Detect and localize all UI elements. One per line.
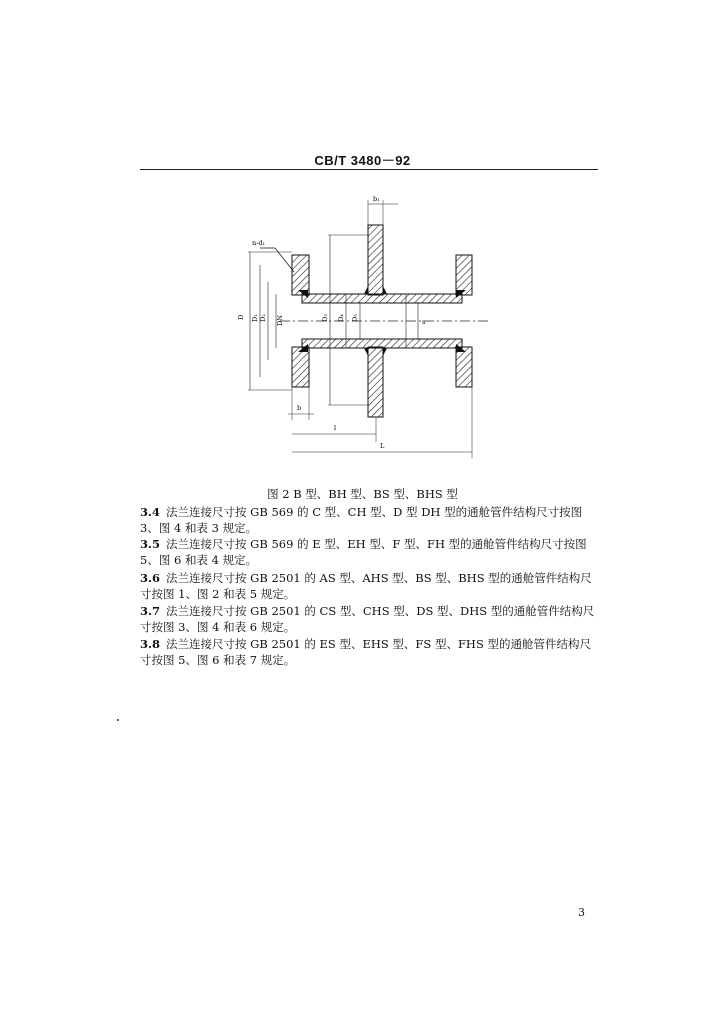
bulkhead-upper bbox=[368, 225, 383, 295]
dim-label-L: L bbox=[380, 442, 385, 450]
weld-mark bbox=[383, 286, 387, 294]
dim-label-D4: D₄ bbox=[337, 314, 345, 322]
document-header: CB/T 3480－92 bbox=[314, 153, 411, 168]
dim-label-DN: DN bbox=[276, 315, 284, 326]
left-flange-upper bbox=[292, 255, 309, 295]
left-flange-lower bbox=[292, 347, 309, 387]
clause-3-4 bbox=[140, 504, 598, 536]
dim-label-D5: D₅ bbox=[351, 314, 359, 322]
clause-3-5 bbox=[140, 536, 598, 568]
header-rule bbox=[140, 169, 598, 170]
clause-number: 3.6 bbox=[140, 571, 161, 585]
dim-label-D3: D₃ bbox=[321, 314, 329, 322]
clause-number: 3.8 bbox=[140, 637, 161, 651]
clause-text: 法兰连接尺寸按 GB 569 的 C 型、CH 型、D 型 DH 型的通舱管件结构尺寸按图 3、图 4 和表 3 规定。 bbox=[140, 505, 583, 535]
clause-text: 法兰连接尺寸按 GB 2501 的 ES 型、EHS 型、FS 型、FHS 型的通舱管件结构尺寸按图 5、图 6 和表 7 规定。 bbox=[140, 637, 591, 667]
weld-mark bbox=[364, 348, 368, 356]
clause-number: 3.4 bbox=[140, 505, 161, 519]
clause-text: 法兰连接尺寸按 GB 569 的 E 型、EH 型、F 型、FH 型的通舱管件结构尺寸按图 5、图 6 和表 4 规定。 bbox=[140, 537, 587, 567]
clause-3-7 bbox=[140, 603, 598, 635]
weld-mark bbox=[364, 286, 368, 294]
right-flange-lower bbox=[456, 347, 472, 387]
dim-label-s: s bbox=[422, 318, 426, 326]
dim-label-b1: b₁ bbox=[373, 195, 380, 203]
clause-text: 法兰连接尺寸按 GB 2501 的 AS 型、AHS 型、BS 型、BHS 型的通舱管件结构尺寸按图 1、图 2 和表 5 规定。 bbox=[140, 571, 592, 601]
dim-label-l: l bbox=[334, 424, 337, 432]
flange-pipe-drawing bbox=[230, 190, 500, 470]
dim-label-D: D bbox=[237, 314, 245, 320]
clause-3-6 bbox=[140, 570, 598, 602]
pipe-wall-bottom bbox=[302, 339, 462, 348]
clause-text: 法兰连接尺寸按 GB 2501 的 CS 型、CHS 型、DS 型、DHS 型的通舱管件结构尺寸按图 3、图 4 和表 6 规定。 bbox=[140, 604, 595, 634]
holes-label: n-d₁ bbox=[252, 239, 266, 247]
weld-mark bbox=[383, 348, 387, 356]
figure-caption: 图 2 B 型、BH 型、BS 型、BHS 型 bbox=[267, 487, 458, 501]
dim-label-b: b bbox=[297, 404, 302, 412]
clause-number: 3.5 bbox=[140, 537, 161, 551]
clause-number: 3.7 bbox=[140, 604, 161, 618]
pipe-wall-top bbox=[302, 294, 462, 303]
right-flange-upper bbox=[456, 255, 472, 295]
dim-label-D2: D₂ bbox=[259, 314, 267, 322]
clause-3-8 bbox=[140, 636, 598, 668]
bulkhead-lower bbox=[368, 347, 383, 417]
page-number: 3 bbox=[578, 906, 585, 919]
scan-speck bbox=[117, 719, 119, 721]
dim-label-D1: D₁ bbox=[251, 314, 259, 322]
